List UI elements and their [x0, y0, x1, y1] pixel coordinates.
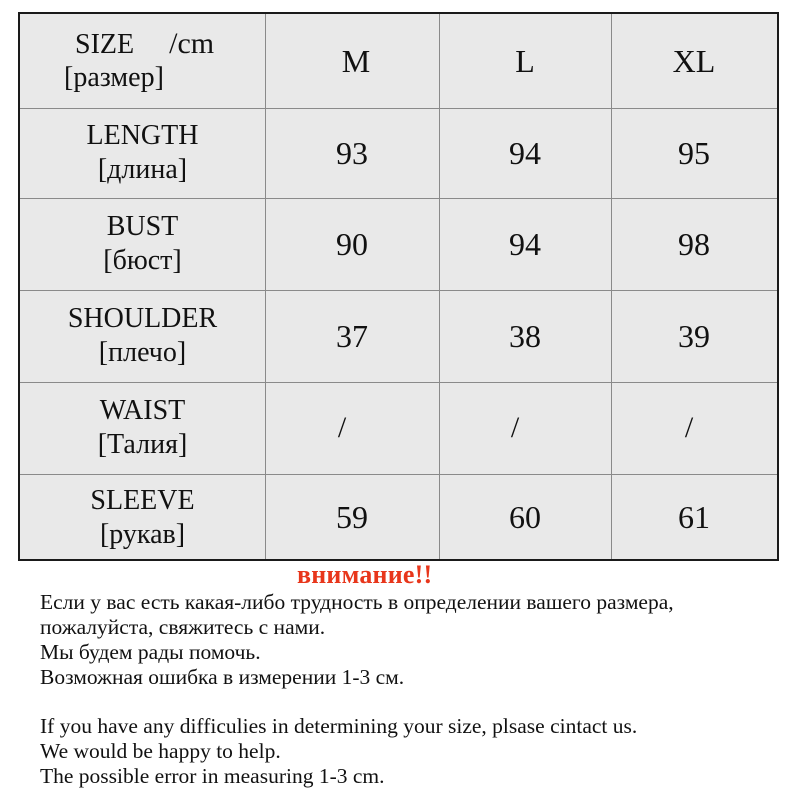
row-label-bust [20, 198, 265, 290]
row-label-en: SHOULDER [67, 303, 218, 334]
table-cell: 59 [336, 499, 368, 535]
table-cell: 60 [509, 499, 541, 535]
table-cell: 90 [336, 225, 368, 262]
notice-ru-line: пожалуйста, свяжитесь с нами. [40, 615, 326, 639]
table-cell: / [337, 411, 347, 444]
row-label-en: LENGTH [86, 120, 199, 151]
header-size-cell [20, 14, 265, 108]
table-cell: 93 [336, 134, 368, 171]
size-header-m: M [341, 42, 371, 79]
notice-ru-line: Мы будем рады помочь. [40, 640, 261, 664]
row-label-ru: [Талия] [97, 429, 188, 460]
notice-ru-line: Возможная ошибка в измерении 1-3 см. [40, 665, 405, 689]
row-label-waist [20, 382, 265, 474]
row-label-ru: [бюст] [103, 245, 182, 276]
size-label-ru: [размер] [64, 61, 164, 93]
notice-en-line: The possible error in measuring 1-3 cm. [40, 764, 385, 788]
size-header-l: L [515, 42, 535, 79]
table-cell: 37 [336, 317, 368, 354]
notice-title: внимание!! [297, 560, 433, 589]
row-label-ru: [длина] [97, 154, 188, 185]
size-table [18, 12, 779, 561]
row-label-en: SLEEVE [90, 484, 195, 516]
table-cell: / [684, 411, 694, 444]
table-cell: 39 [678, 317, 710, 354]
row-label-shoulder [20, 290, 265, 382]
table-cell: 38 [509, 317, 541, 354]
row-label-length [20, 108, 265, 198]
notice-en-line: We would be happy to help. [40, 739, 281, 763]
notice-en-line: If you have any difficulies in determining your size, plsase cintact us. [40, 714, 638, 738]
row-label-en: WAIST [99, 395, 186, 426]
table-cell: 61 [678, 499, 710, 535]
table-cell: 98 [678, 225, 710, 262]
row-label-en: BUST [106, 211, 179, 242]
table-cell: 94 [509, 225, 541, 262]
notice-ru-line: Если у вас есть какая-либо трудность в определении вашего размера, [40, 590, 674, 614]
table-cell: 95 [678, 134, 710, 171]
size-header-xl: XL [672, 42, 716, 79]
row-label-sleeve [20, 474, 265, 561]
unit-label: /cm [169, 26, 215, 60]
row-label-ru: [рукав] [99, 518, 186, 550]
row-label-ru: [плечо] [98, 337, 187, 368]
size-label: SIZE [75, 28, 135, 60]
table-cell: 94 [509, 134, 541, 171]
table-cell: / [510, 411, 520, 444]
